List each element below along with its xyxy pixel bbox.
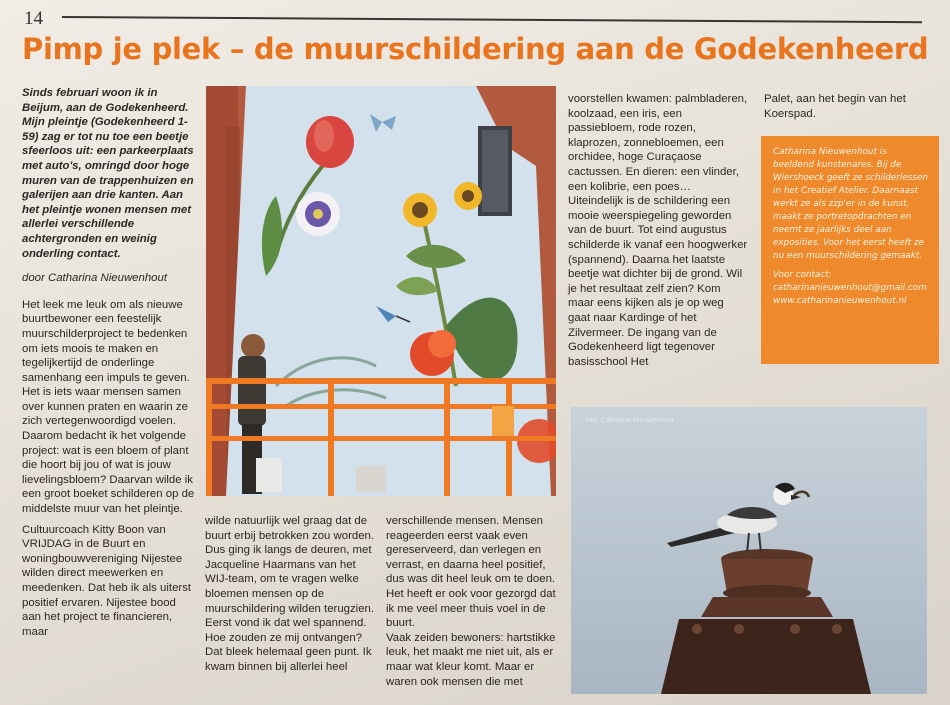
column-3-paragraph-2: Vaak zeiden bewoners: hartstikke leuk, het maakt me niet uit, als er maar wat kleur komt. Maar er waren ook mensen die met [386, 631, 556, 688]
page-number: 14 [24, 8, 43, 29]
column-4-top-paragraph: Palet, aan het begin van het Koerspad. [764, 93, 906, 120]
intro-paragraph: Sinds februari woon ik in Beijum, aan de Godekenheerd. Mijn pleintje (Godekenheerd 1-59) zag er tot nu toe een beetje sfeerloos uit: een parkeerplaats met auto's, omringd door hoge muren van de trappenhuizen en galerijen aan drie kanten. Aan het pleintje wonen mensen met allerlei verschillende achtergronden en weinig onderling contact. [22, 87, 194, 260]
column-3-top [568, 92, 748, 375]
mural-photo [206, 86, 556, 496]
column-2-paragraph-1: wilde natuurlijk wel graag dat de buurt erbij betrokken zou worden. Dus ging ik langs de deuren, met Jacqueline Haarmans van het WIJ-team, om te vragen welke bloemen mensen op de muurschildering wilden terugzien. Eerst vond ik dat wel spannend. Hoe zouden ze mij ontvangen? [205, 515, 375, 644]
column-1 [22, 86, 196, 645]
column-4-top [764, 92, 934, 127]
author-info-box [761, 136, 939, 364]
author-website: www.catharinanieuwenhout.nl [773, 296, 907, 306]
column-1-paragraph-2: Cultuurcoach Kitty Boon van VRIJDAG in de Buurt en woningbouwvereniging Nijestee wilden direct meewerken en meedenken. Dat heb ik als uiterst positief ervaren. Nijestee bood aan het project te financieren, maar [22, 523, 192, 638]
column-2 [205, 514, 377, 681]
column-2-paragraph-2: Dat bleek helemaal geen punt. Ik kwam binnen bij allerlei heel [205, 646, 372, 673]
photo-credit: foto: Catharina Nieuwenhout [585, 417, 674, 424]
column-3 [386, 514, 558, 695]
author-contact: Voor contact: catharinanieuwenhout@gmail.com [773, 270, 927, 293]
bird-photo [571, 407, 927, 694]
headline: Pimp je plek – de muurschildering aan de Godekenheerd [22, 32, 929, 66]
column-1-paragraph-1: Het leek me leuk om als nieuwe buurtbewoner een feestelijk muurschilderproject te bedenken om iets moois te maken en tegelijkertijd de onderlinge samenhang een impuls te geven. Het is iets waar mensen samen over kunnen praten en waarin ze zich vertegenwoordigd voelen. Daarom bedacht ik het volgende project: wat is een bloem of plant die hoort bij jou of wat is jouw lievelingsbloem? Daarvan wilde ik een groot boeket schilderen op de middelste muur van het pleintje. [22, 298, 195, 516]
column-3-top-paragraph: voorstellen kwamen: palmbladeren, koolzaad, een iris, een passiebloem, rode rozen, klaprozen, zonnebloemen, een orchidee, hoge Curaçaose cactussen. En dieren: een vlinder, een kolibrie, een poes… Uiteindelijk is de schildering een mooie weerspiegeling geworden van de buurt. Tot eind augustus schilderde ik vanaf een hoogwerker (spannend). Daarna het laatste beetje wat dichter bij de grond. Wil je het resultaat zelf zien? Kom maar eens kijken als je op weg gaat naar Kardinge of het Zilvermeer. De ingang van de Godekenheerd ligt tegenover basisschool Het [568, 93, 748, 368]
column-3-paragraph-1: verschillende mensen. Mensen reageerden eerst vaak even gereserveerd, dan verlegen en verrast, en daarna heel positief, dus was dit heel leuk om te doen. Het heeft er ook voor gezorgd dat ik me veel meer thuis voel in de buurt. [386, 515, 556, 630]
byline: door Catharina Nieuwenhout [22, 272, 168, 285]
author-info-text: Catharina Nieuwenhout is beeldend kunstenares. Bij de Wiershoeck geeft ze schilderlessen in het Creatief Atelier. Daarnaast werkt ze als zzp'er in de kunst, maakt ze portretopdrachten en neemt ze jaarlijks deel aan exposities. Voor het eerst heeft ze nu een muurschildering gemaakt. [773, 147, 928, 261]
